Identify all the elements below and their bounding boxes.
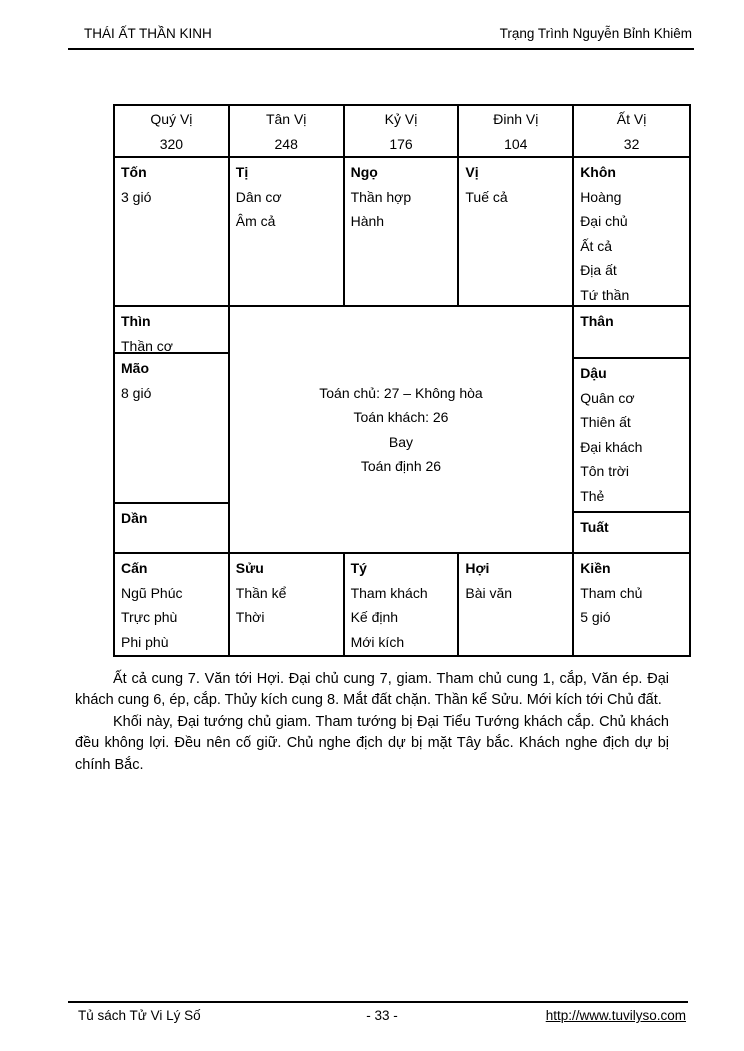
cell-tuat [574,513,689,552]
cell-label: Quý Vị [150,111,193,127]
cell-line: Mới kích [350,633,405,650]
cell-line: Hành [350,213,385,229]
cell-line: Thời [235,609,265,625]
cell-line: Tham khách [350,584,428,601]
branch-title: Tị [235,164,249,180]
branch-title: Thìn [121,313,151,329]
cell-at-vi [574,106,689,156]
cell-line: Phi phù [121,633,169,650]
cell-ton [115,158,230,305]
chart-middle-band [115,307,689,554]
cell-ty [345,554,460,655]
cell-line: Tham chủ [580,584,643,601]
cell-line: Đại chủ [580,213,628,229]
book-title: THÁI ẤT THẦN KINH [84,26,212,41]
branch-title: Ngọ [350,164,378,180]
chart-top-row [115,158,689,307]
cell-label: Kỷ Vị [384,111,418,127]
chart-left-column [115,307,230,552]
cell-vi [459,158,574,305]
cell-value: 32 [623,136,640,152]
cell-label: Đinh Vị [493,111,539,127]
cell-value: 248 [274,136,298,152]
cell-than [574,307,689,359]
chart-header-row [115,106,689,158]
bay-line: Bay [388,433,414,450]
cell-line: Thần kể [235,584,287,601]
cell-line: Địa ất [580,262,617,278]
cell-ngo [345,158,460,305]
cell-line: Bài văn [465,584,513,601]
cell-line: Âm cả [235,213,276,229]
commentary-paragraph-1: Ất cả cung 7. Văn tới Hợi. Đại chủ cung 7, giam. Tham chủ cung 1, cắp, Văn ép. Đại khách cung 6, ép, cắp. Thủy kích cung 8. Mắt đất chặn. Thần kể Sửu. Mới kích tới Chủ đất. [75,671,669,709]
cell-line: Thiên ất [580,414,631,430]
page-header [68,26,694,50]
branch-title: Vị [465,164,479,180]
toan-khach-line: Toán khách: 26 [353,409,449,425]
cell-ky-vi [345,106,460,156]
cell-line: Tứ thần [580,286,630,303]
branch-title: Mão [121,360,149,376]
branch-title: Tuất [580,519,609,535]
cell-khon [574,158,689,305]
cell-dau [574,359,689,513]
cell-value: 104 [504,136,528,152]
cell-line: Đại khách [580,438,643,455]
cell-line: Thẻ [580,487,605,504]
cell-tan-vi [230,106,345,156]
cell-label: Ất Vị [616,111,647,127]
branch-title: Thân [580,313,614,329]
cell-line: 3 gió [121,188,152,205]
cell-line: Ngũ Phúc [121,584,183,601]
cell-line: Thần hợp [350,188,412,205]
cell-suu [230,554,345,655]
cell-value: 320 [159,136,184,152]
branch-title: Hợi [465,560,490,576]
branch-title: Cấn [121,560,148,576]
cell-center-calculation [230,307,574,552]
page-number: - 33 - [366,1008,398,1023]
cell-line: Ất cả [580,237,613,254]
series-title: Tủ sách Tử Vi Lý Số [78,1008,201,1023]
cell-quy-vi [115,106,230,156]
cell-mao [115,354,228,504]
author-name: Trạng Trình Nguyễn Bỉnh Khiêm [499,26,692,41]
cell-line: Tuế cả [465,188,508,205]
toan-chu-line: Toán chủ: 27 – Không hòa [319,384,483,401]
chart-right-column [574,307,689,552]
chart-bottom-row [115,554,689,655]
cell-dan [115,504,228,552]
cell-line: Tôn trời [580,463,630,479]
cell-line: 8 gió [121,384,152,401]
branch-title: Dậu [580,365,607,381]
branch-title: Tý [350,560,367,576]
cell-can [115,554,230,655]
cell-line: Thần cơ [121,337,173,354]
cell-value: 176 [389,136,413,152]
branch-title: Tốn [121,164,147,180]
branch-title: Khôn [580,164,616,180]
cell-line: 5 gió [580,609,611,625]
cell-line: Dân cơ [235,188,282,205]
cell-line: Kế định [350,609,399,625]
cell-line: Quân cơ [580,389,635,406]
cell-ti [230,158,345,305]
cell-label: Tân Vị [265,111,307,127]
thai-at-chart [113,104,691,657]
branch-title: Dần [121,510,148,526]
website-link[interactable]: http://www.tuvilyso.com [545,1008,687,1023]
page-footer [68,1001,688,1023]
cell-dinh-vi [459,106,574,156]
cell-line: Hoàng [580,188,622,205]
cell-kien [574,554,689,655]
cell-thin [115,307,228,354]
cell-hoi [459,554,574,655]
branch-title: Kiền [580,560,611,576]
cell-line: Trực phù [121,609,178,625]
commentary-section [75,669,669,776]
toan-dinh-line: Toán định 26 [360,458,442,474]
branch-title: Sửu [235,560,264,576]
commentary-paragraph-2: Khối này, Đại tướng chủ giam. Tham tướng bị Đại Tiểu Tướng khách cắp. Chủ khách đều không lợi. Đều nên cố giữ. Chủ nghe địch dự bị mặt Tây bắc. Khách nghe địch dự bị chính Bắc. [75,713,669,773]
